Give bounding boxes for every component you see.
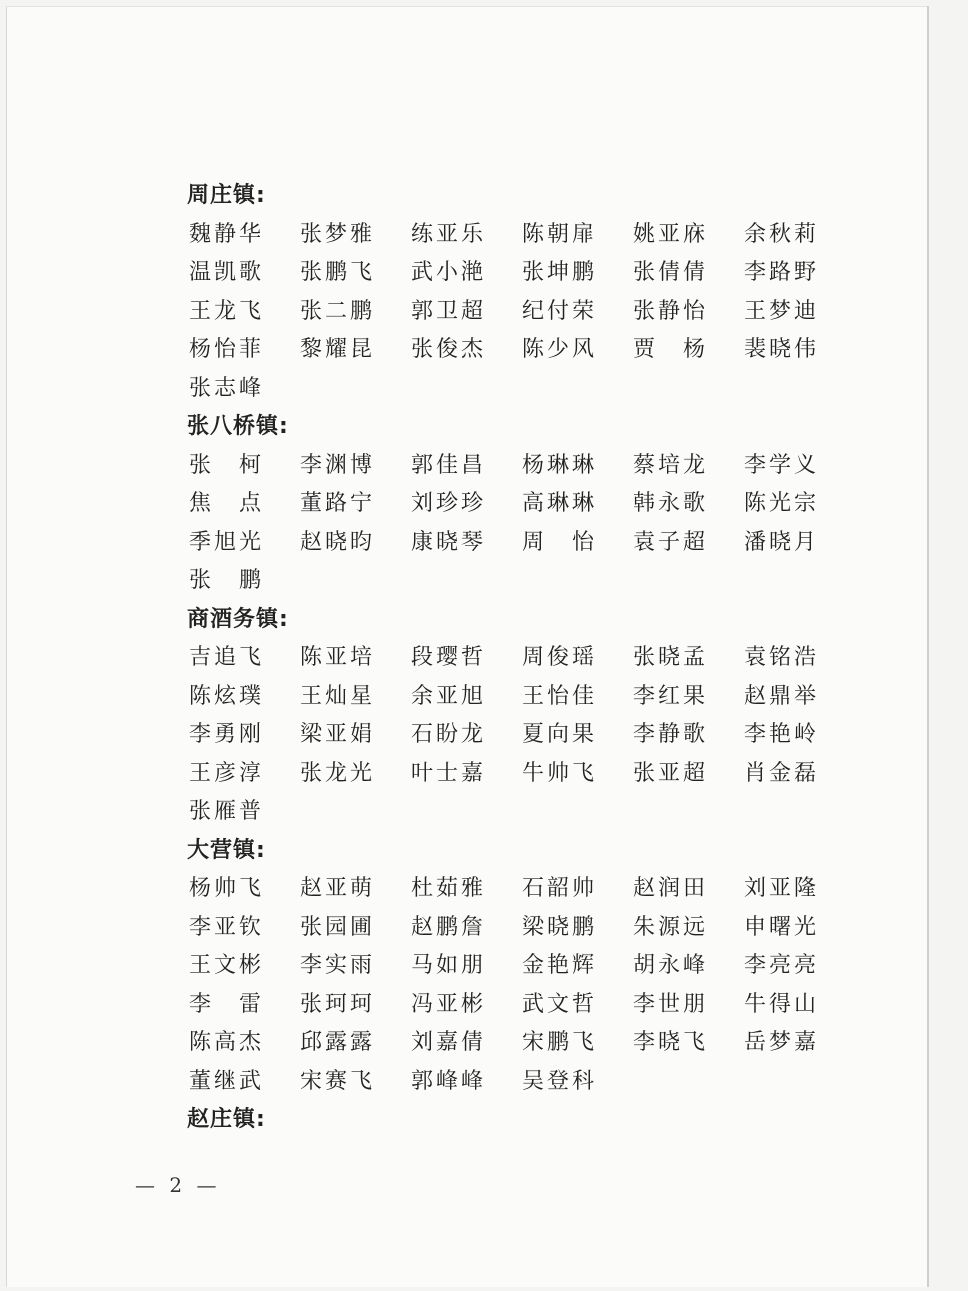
person-name: 李 雷	[189, 991, 265, 1017]
person-name: 张静怡	[633, 298, 709, 324]
person-name: 李静歌	[633, 722, 709, 747]
person-name: 邱露露	[300, 1030, 376, 1055]
person-name: 赵晓昀	[300, 529, 376, 555]
name-grid	[183, 216, 843, 409]
person-name: 李艳岭	[744, 722, 820, 747]
town-heading: 周庄镇:	[187, 183, 266, 208]
person-name: 赵鼎举	[744, 683, 820, 709]
person-name: 郭卫超	[411, 298, 487, 324]
person-name: 杜茹雅	[411, 876, 487, 901]
person-name: 李世朋	[633, 991, 709, 1017]
person-name: 张二鹏	[300, 298, 376, 324]
person-name: 陈亚培	[300, 645, 376, 670]
person-name: 姚亚庥	[633, 221, 709, 247]
person-name: 郭佳昌	[411, 452, 487, 478]
person-name: 王彦淳	[189, 760, 265, 786]
person-name: 董继武	[189, 1068, 265, 1094]
person-name: 李亚钦	[189, 914, 265, 940]
person-name: 胡永峰	[633, 953, 709, 978]
person-name: 李路野	[744, 260, 820, 285]
person-name: 张梦雅	[300, 221, 376, 247]
person-name: 梁晓鹏	[522, 914, 598, 940]
person-name: 张 鹏	[189, 568, 265, 593]
person-name: 季旭光	[189, 529, 265, 555]
person-name: 朱源远	[633, 914, 709, 940]
person-name: 张志峰	[189, 375, 265, 401]
person-name: 张倩倩	[633, 260, 709, 285]
person-name: 张鹏飞	[300, 260, 376, 285]
person-name: 张龙光	[300, 760, 376, 786]
town-heading: 张八桥镇:	[187, 414, 289, 439]
person-name: 武文哲	[522, 991, 598, 1017]
person-name: 刘珍珍	[411, 491, 487, 516]
person-name: 吉追飞	[189, 645, 265, 670]
person-name: 纪付荣	[522, 298, 598, 324]
person-name: 韩永歌	[633, 491, 709, 516]
person-name: 杨帅飞	[189, 876, 265, 901]
person-name: 夏向果	[522, 722, 598, 747]
person-name: 武小滟	[411, 260, 487, 285]
person-name: 陈炫璞	[189, 683, 265, 709]
person-name: 李晓飞	[633, 1030, 709, 1055]
person-name: 黎耀昆	[300, 337, 376, 362]
person-name: 余亚旭	[411, 683, 487, 709]
person-name: 李学义	[744, 452, 820, 478]
person-name: 牛得山	[744, 991, 820, 1017]
person-name: 陈光宗	[744, 491, 820, 516]
page-number: — 2 —	[135, 1173, 221, 1197]
person-name: 段璎哲	[411, 645, 487, 670]
person-name: 张坤鹏	[522, 260, 598, 285]
person-name: 梁亚娟	[300, 722, 376, 747]
person-name: 叶士嘉	[411, 760, 487, 786]
person-name: 李实雨	[300, 953, 376, 978]
person-name: 王梦迪	[744, 298, 820, 324]
town-heading: 赵庄镇:	[187, 1107, 266, 1132]
name-grid	[183, 447, 843, 601]
person-name: 张俊杰	[411, 337, 487, 362]
person-name: 石盼龙	[411, 722, 487, 747]
person-name: 陈朝扉	[522, 221, 598, 247]
person-name: 张亚超	[633, 760, 709, 786]
person-name: 李红果	[633, 683, 709, 709]
person-name: 刘嘉倩	[411, 1030, 487, 1055]
person-name: 陈高杰	[189, 1030, 265, 1055]
person-name: 赵亚萌	[300, 876, 376, 901]
person-name: 郭峰峰	[411, 1068, 487, 1094]
person-name: 冯亚彬	[411, 991, 487, 1017]
person-name: 赵润田	[633, 876, 709, 901]
person-name: 袁铭浩	[744, 645, 820, 670]
person-name: 练亚乐	[411, 221, 487, 247]
person-name: 牛帅飞	[522, 760, 598, 786]
person-name: 袁子超	[633, 529, 709, 555]
person-name: 周 怡	[522, 529, 598, 555]
person-name: 吴登科	[522, 1068, 598, 1094]
person-name: 贾 杨	[633, 337, 709, 362]
person-name: 张晓孟	[633, 645, 709, 670]
person-name: 肖金磊	[744, 760, 820, 786]
name-grid	[183, 639, 843, 832]
person-name: 温凯歌	[189, 260, 265, 285]
person-name: 陈少风	[522, 337, 598, 362]
person-name: 申曙光	[744, 914, 820, 940]
person-name: 张 柯	[189, 452, 265, 478]
person-name: 李勇刚	[189, 722, 265, 747]
person-name: 潘晓月	[744, 529, 820, 555]
person-name: 李亮亮	[744, 953, 820, 978]
person-name: 魏静华	[189, 221, 265, 247]
person-name: 马如朋	[411, 953, 487, 978]
person-name: 杨怡菲	[189, 337, 265, 362]
person-name: 宋赛飞	[300, 1068, 376, 1094]
person-name: 王文彬	[189, 953, 265, 978]
town-heading: 大营镇:	[187, 837, 266, 863]
person-name: 张雁普	[189, 799, 265, 824]
person-name: 王龙飞	[189, 298, 265, 324]
document-page	[6, 6, 927, 1287]
person-name: 高琳琳	[522, 491, 598, 516]
person-name: 刘亚隆	[744, 876, 820, 901]
name-list	[183, 177, 843, 1140]
person-name: 裴晓伟	[744, 337, 820, 362]
person-name: 岳梦嘉	[744, 1030, 820, 1055]
person-name: 杨琳琳	[522, 452, 598, 478]
person-name: 周俊瑶	[522, 645, 598, 670]
person-name: 张珂珂	[300, 991, 376, 1017]
person-name: 康晓琴	[411, 529, 487, 555]
person-name: 张园圃	[300, 914, 376, 940]
person-name: 王灿星	[300, 683, 376, 709]
town-heading: 商酒务镇:	[187, 606, 289, 632]
person-name: 李渊博	[300, 452, 376, 478]
person-name: 金艳辉	[522, 953, 598, 978]
person-name: 石韶帅	[522, 876, 598, 901]
person-name: 焦 点	[189, 491, 265, 516]
person-name: 赵鹏詹	[411, 914, 487, 940]
person-name: 蔡培龙	[633, 452, 709, 478]
person-name: 宋鹏飞	[522, 1030, 598, 1055]
person-name: 董路宁	[300, 491, 376, 516]
name-grid	[183, 870, 843, 1101]
person-name: 王怡佳	[522, 683, 598, 709]
person-name: 余秋莉	[744, 221, 820, 247]
